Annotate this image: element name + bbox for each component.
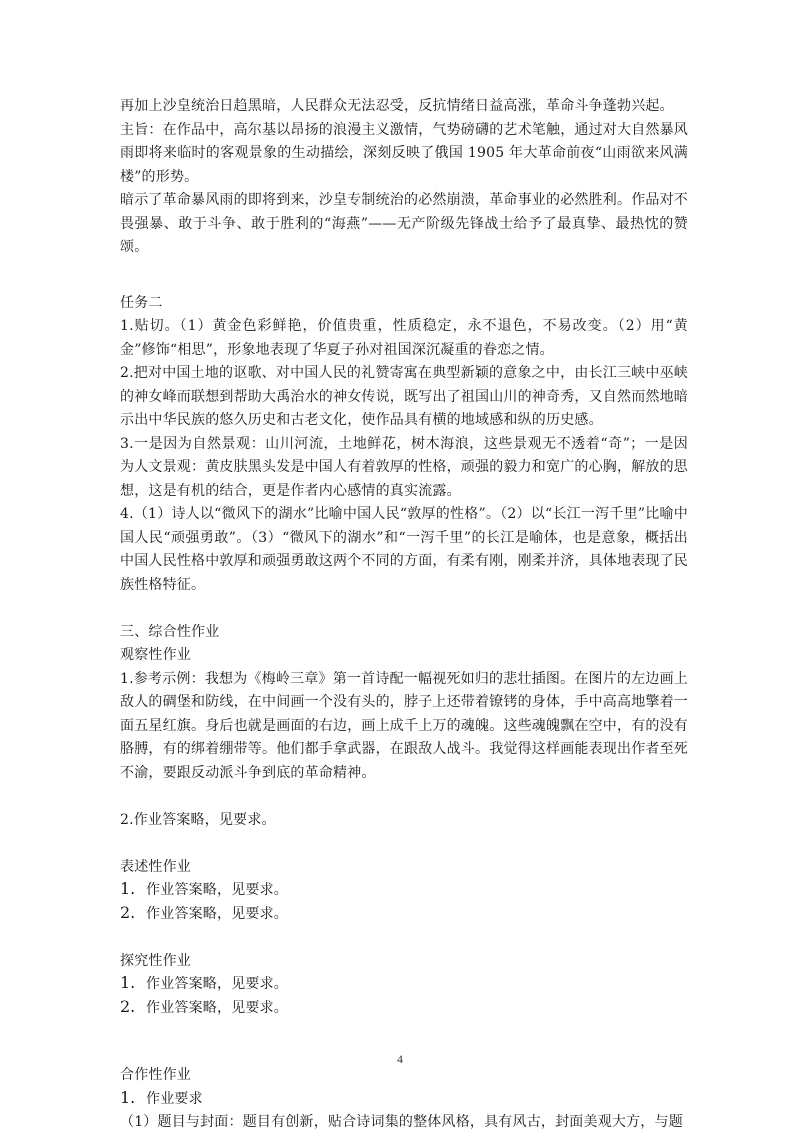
observation-item-1: 1.参考示例：我想为《梅岭三章》第一首诗配一幅视死如归的悲壮插图。在图片的左边画上敌人的碉堡和防线，在中间画一个没有头的，脖子上还带着镣铐的身体，手中高高地擎着一面五星红旗。身后也就是画面的右边，画上成千上万的魂魄。这些魂魄飘在空中，有的没有胳膊，有的绑着绷带等。他们都手拿武器，在跟敌人战斗。我觉得这样画能表现出作者至死不渝，要跟反动派斗争到底的革命精神。 [120,670,688,781]
list-text: 作业答案略，见要求。 [146,905,288,922]
task2-item-2: 2.把对中国土地的讴歌、对中国人民的礼赞寄寓在典型新颖的意象之中，由长江三峡中巫峡的神女峰而联想到帮助大禹治水的神女传说，既写出了祖国山川的神奇秀，又自然而然地暗示出中华民族的悠久历史和古老文化，使作品具有横的地域感和纵的历史感。 [120,365,688,428]
task2-item-3: 3.一是因为自然景观：山川河流，土地鲜花，树木海浪，这些景观无不透着“奇”；一是因为人文景观：黄皮肤黑头发是中国人有着敦厚的性格，顽强的毅力和宽广的心胸，解放的思想，这是有机的结合，更是作者内心感情的真实流露。 [120,435,688,499]
task2-item-4: 4.（1）诗人以“微风下的湖水”比喻中国人民“敦厚的性格”。（2）以“长江一泻千里”比喻中国人民“顽强勇敢”。（3）“微风下的湖水”和“一泻千里”的长江是喻体，也是意象，概括出中国人民性格中敦厚和顽强勇敢这两个不同的方面，有柔有刚，刚柔并济，具体地表现了民族性格特征。 [120,506,688,593]
inquiry-heading: 探究性作业 [120,952,191,969]
paragraph-theme: 主旨：在作品中，高尔基以昂扬的浪漫主义激情，气势磅礴的艺术笔触，通过对大自然暴风雨即将来临时的客观景象的生动描绘，深刻反映了俄国 1905 年大革命前夜“山雨欲来风满楼”的形势。 [120,121,688,185]
observation-item-2: 2.作业答案略，见要求。 [120,811,276,828]
expression-item-2 [120,903,688,927]
list-text: 作业要求 [146,1090,203,1107]
list-number: 1. [120,879,136,898]
paragraph-revolution-context: 再加上沙皇统治日趋黑暗，人民群众无法忍受，反抗情绪日益高涨，革命斗争蓬勃兴起。 [120,98,674,114]
document-page [120,95,688,1135]
task2-item-1: 1.贴切。（1）黄金色彩鲜艳，价值贵重，性质稳定，永不退色，不易改变。（2）用“黄金”修饰“相思”，形象地表现了华夏子孙对祖国深沉凝重的眷恋之情。 [120,318,688,358]
inquiry-item-2 [120,997,688,1021]
cooperation-sub-item-1: （1）题目与封面：题目有创新，贴合诗词集的整体风格，具有风古，封面美观大方，与题 [120,1114,683,1130]
paragraph-symbolism: 暗示了革命暴风雨的即将到来，沙皇专制统治的必然崩溃，革命事业的必然胜利。作品对不畏强暴、敢于斗争、敢于胜利的“海燕”——无产阶级先锋战士给予了最真挚、最热忱的赞颂。 [120,192,688,255]
cooperation-item-1 [120,1088,688,1112]
list-number: 1. [120,973,136,992]
section3-heading: 三、综合性作业 [120,623,220,640]
list-number: 2. [120,902,136,922]
expression-heading: 表述性作业 [120,858,191,875]
task2-heading: 任务二 [120,294,163,311]
expression-item-1 [120,879,688,903]
list-text: 作业答案略，见要求。 [146,999,288,1016]
cooperation-heading: 合作性作业 [120,1067,191,1083]
inquiry-item-1 [120,973,688,997]
list-text: 作业答案略，见要求。 [146,882,288,898]
list-number: 1. [120,1087,136,1107]
list-text: 作业答案略，见要求。 [146,976,288,992]
page-number: 4 [397,1052,403,1066]
observation-heading: 观察性作业 [120,647,191,663]
list-number: 2. [120,996,136,1016]
